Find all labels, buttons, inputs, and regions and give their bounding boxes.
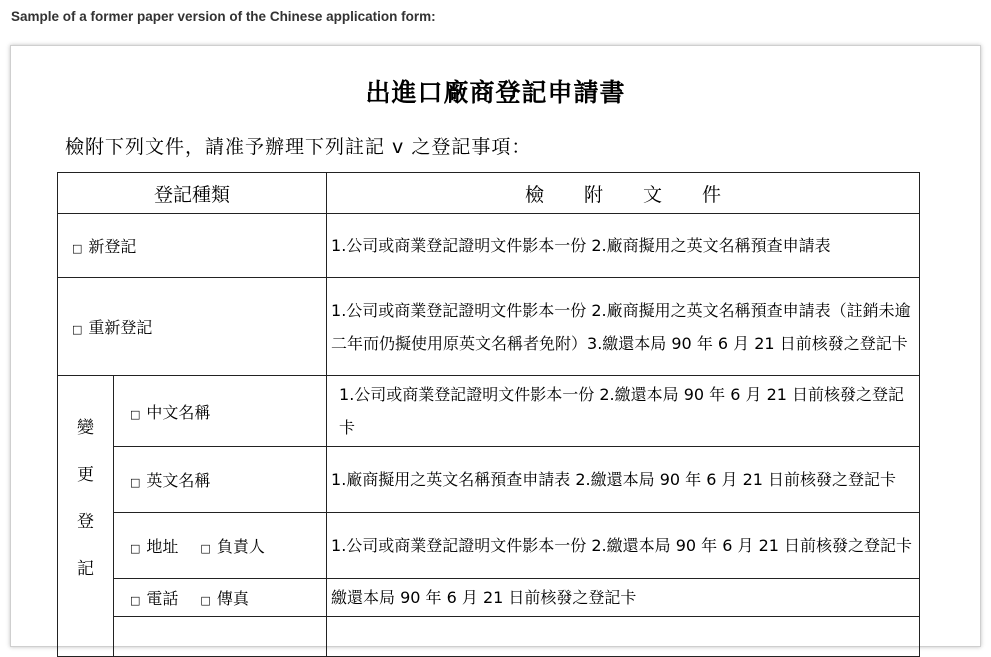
docs-cut-off (327, 617, 920, 657)
checkbox-icon: □ (72, 242, 83, 255)
form-title: 出進口廠商登記申請書 (365, 78, 626, 107)
table-row (58, 447, 920, 513)
checkbox-icon: □ (200, 594, 211, 607)
table-row (58, 617, 920, 657)
docs-new-registration: 1.公司或商業登記證明文件影本一份 2.廠商擬用之英文名稱預查申請表 (327, 214, 920, 278)
table-header-row (58, 173, 920, 214)
docs-english-name: 1.廠商擬用之英文名稱預查申請表 2.繳還本局 90 年 6 月 21 日前核發之登記卡 (327, 447, 920, 513)
form-instruction: 檢附下列文件，請准予辦理下列註記 v 之登記事項： (65, 136, 532, 158)
type-label: 中文名稱 (146, 402, 211, 422)
type-label: 新登記 (88, 237, 137, 256)
change-label-char: 變 (77, 418, 94, 438)
form-image (10, 45, 981, 647)
row-type-new-registration (58, 214, 327, 278)
table-row (58, 214, 920, 278)
change-label-char: 記 (77, 559, 94, 579)
checkbox-icon: □ (130, 407, 141, 421)
row-type-address-owner (114, 513, 327, 579)
checkbox-icon: □ (200, 542, 211, 555)
row-type-phone-fax (114, 579, 327, 617)
row-type-re-registration (58, 278, 327, 376)
checkbox-icon: □ (130, 542, 141, 555)
docs-re-registration: 1.公司或商業登記證明文件影本一份 2.廠商擬用之英文名稱預查申請表（註銷未逾二年而仍擬使用原英文名稱者免附）3.繳還本局 90 年 6 月 21 日前核發之登記卡 (327, 278, 920, 376)
table-row (58, 513, 920, 579)
type-label: 地址 (146, 537, 179, 556)
row-type-chinese-name (114, 376, 327, 447)
type-label: 傳真 (216, 589, 249, 608)
change-registration-label (58, 376, 114, 657)
change-label-char: 更 (77, 465, 94, 485)
type-label: 電話 (146, 589, 179, 608)
docs-chinese-name: 1.公司或商業登記證明文件影本一份 2.繳還本局 90 年 6 月 21 日前核發之登記卡 (327, 376, 920, 447)
table-row (58, 579, 920, 617)
type-label: 負責人 (216, 537, 265, 556)
docs-phone-fax: 繳還本局 90 年 6 月 21 日前核發之登記卡 (327, 579, 920, 617)
table-row (58, 376, 920, 447)
page-caption: Sample of a former paper version of the Chinese application form: (11, 9, 436, 24)
type-label: 英文名稱 (146, 471, 211, 490)
header-registration-type: 登記種類 (58, 173, 327, 214)
row-type-english-name (114, 447, 327, 513)
checkbox-icon: □ (72, 323, 83, 336)
checkbox-icon: □ (130, 476, 141, 489)
row-type-cut-off (114, 617, 327, 657)
checkbox-icon: □ (130, 594, 141, 607)
registration-table (57, 172, 920, 657)
table-row (58, 278, 920, 376)
docs-address-owner: 1.公司或商業登記證明文件影本一份 2.繳還本局 90 年 6 月 21 日前核發之登記卡 (327, 513, 920, 579)
header-attached-documents: 檢附文件 (327, 173, 920, 214)
type-label: 重新登記 (88, 318, 153, 337)
change-label-char: 登 (77, 512, 94, 532)
